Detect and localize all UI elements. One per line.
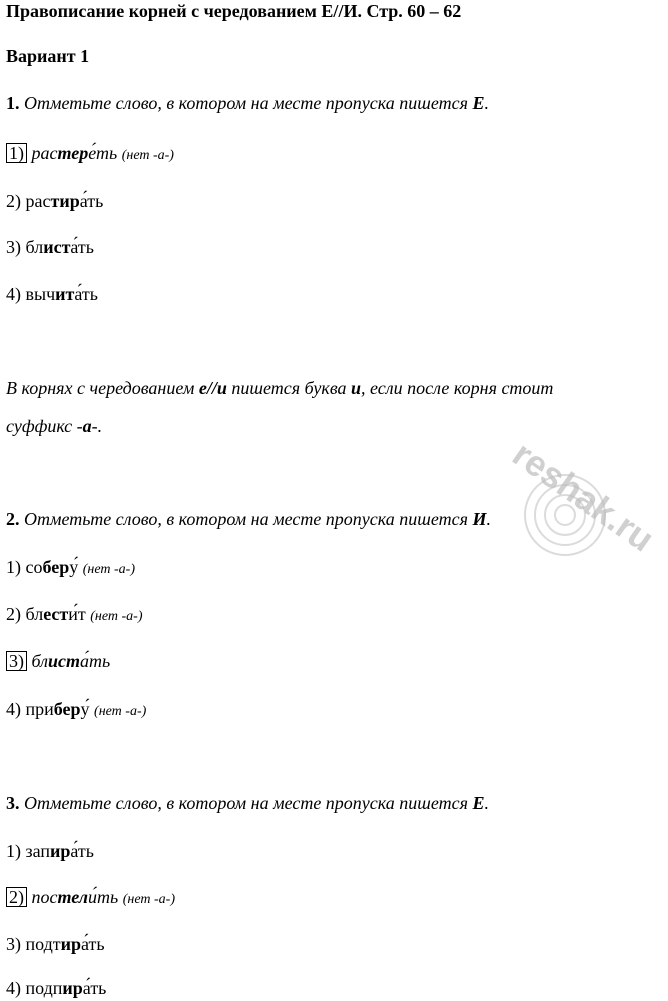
- option-number: 2): [6, 191, 21, 211]
- option-root: ир: [60, 934, 82, 954]
- option-root: ит: [55, 284, 75, 304]
- page-title: Правописание корней с чередованием Е//И. Стр. 60 – 62: [6, 1, 462, 21]
- q2-option-3[interactable]: 3) блиста́ть: [6, 650, 110, 672]
- option-number: 4): [6, 699, 21, 719]
- option-note: (нет -а-): [90, 609, 143, 624]
- q3-option-2[interactable]: 2) постели́ть (нет -а-): [6, 886, 175, 911]
- option-root: ист: [47, 651, 80, 671]
- question-1: 1. Отметьте слово, в котором на месте пропуска пишется Е.: [6, 93, 489, 113]
- option-root: ир: [62, 978, 83, 998]
- option-note: (нет -а-): [122, 892, 175, 907]
- option-number: 1): [6, 557, 21, 577]
- option-note: (нет -а-): [94, 704, 147, 719]
- q3-option-1[interactable]: 1) запира́ть: [6, 841, 94, 861]
- option-number: 1): [6, 841, 21, 861]
- watermark-logo: [470, 420, 668, 610]
- q2-option-4[interactable]: 4) приберу́ (нет -а-): [6, 699, 147, 719]
- question-letter: И: [472, 509, 487, 529]
- question-letter: Е: [472, 793, 485, 813]
- option-root: тир: [50, 191, 80, 211]
- variant-heading: Вариант 1: [6, 46, 90, 66]
- q1-option-4[interactable]: 4) вычита́ть: [6, 284, 98, 304]
- option-root: тел: [57, 887, 89, 907]
- option-number: 3): [6, 934, 21, 954]
- question-number: 3.: [6, 793, 20, 813]
- rule-line-1: В корнях с чередованием е//и пишется буква и, если после корня стоит: [6, 378, 554, 398]
- option-number: 3): [6, 651, 27, 671]
- question-text: Отметьте слово, в котором на месте пропуска пишется: [19, 793, 473, 813]
- q1-option-3[interactable]: 3) блиста́ть: [6, 237, 95, 257]
- q1-option-2[interactable]: 2) растира́ть: [6, 191, 104, 211]
- option-root: бер: [53, 699, 81, 719]
- option-number: 2): [6, 887, 27, 907]
- option-root: тер: [57, 143, 89, 163]
- option-number: 1): [6, 143, 27, 163]
- q3-option-3[interactable]: 3) подтира́ть: [6, 934, 105, 954]
- question-number: 2.: [6, 509, 20, 529]
- question-2: 2. Отметьте слово, в котором на месте пропуска пишется И.: [6, 509, 491, 529]
- option-note: (нет -а-): [121, 148, 174, 163]
- q1-option-1[interactable]: 1) растере́ть (нет -а-): [6, 142, 174, 167]
- q3-option-4[interactable]: 4) подпира́ть: [6, 978, 107, 998]
- option-root: бер: [42, 557, 70, 577]
- question-3: 3. Отметьте слово, в котором на месте пропуска пишется Е.: [6, 793, 489, 813]
- option-number: 3): [6, 237, 21, 257]
- option-number: 2): [6, 604, 21, 624]
- q2-option-2[interactable]: 2) блести́т (нет -а-): [6, 604, 143, 624]
- q2-option-1[interactable]: 1) соберу́ (нет -а-): [6, 557, 135, 577]
- question-number: 1.: [6, 93, 20, 113]
- option-number: 4): [6, 284, 21, 304]
- option-note: (нет -а-): [82, 562, 135, 577]
- option-root: ир: [50, 841, 71, 861]
- option-root: ист: [43, 237, 71, 257]
- option-root: ест: [43, 604, 69, 624]
- question-text: Отметьте слово, в котором на месте пропуска пишется: [19, 93, 473, 113]
- question-letter: Е: [472, 93, 485, 113]
- option-number: 4): [6, 978, 21, 998]
- watermark-text: reshak.ru: [505, 432, 662, 560]
- rule-line-2: суффикс -а-.: [6, 416, 103, 436]
- question-text: Отметьте слово, в котором на месте пропуска пишется: [19, 509, 473, 529]
